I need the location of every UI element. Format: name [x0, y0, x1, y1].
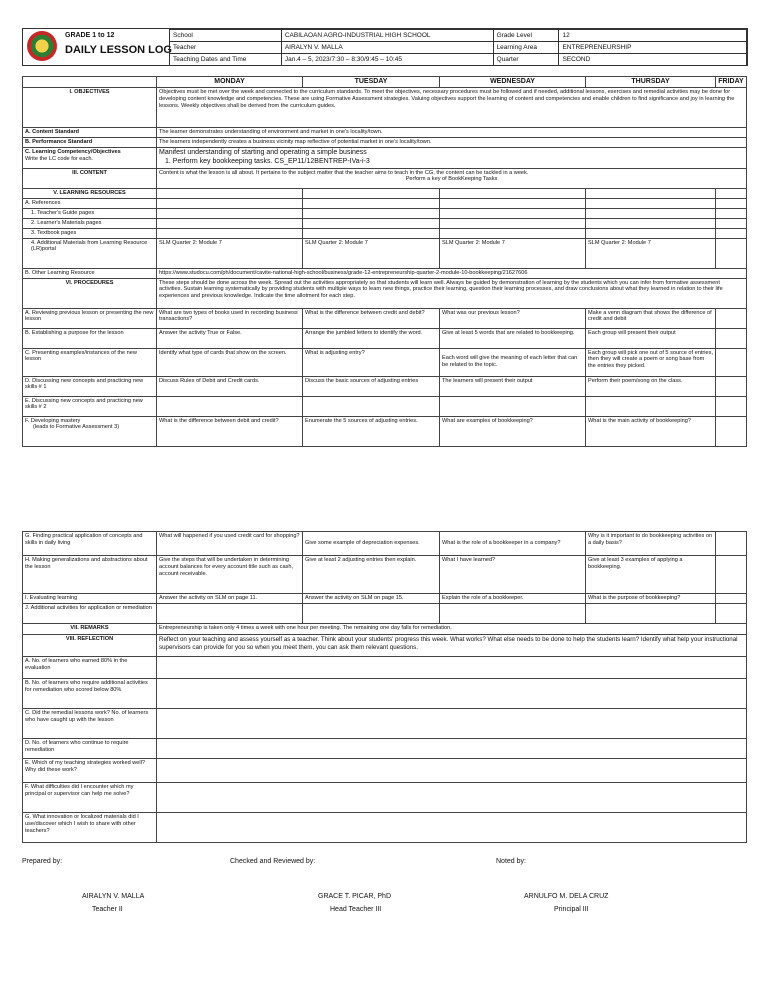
competency-label-1: C. Learning Competency/Objectives: [25, 149, 121, 155]
content-standard-text: The learner demonstrates understanding of environment and market in one's locality/town.: [157, 128, 747, 138]
checked-title: Head Teacher III: [330, 906, 382, 913]
proc-g-tue: Give some example of depreciation expenses.: [303, 532, 440, 556]
proc-g-mon: What will happened if you used credit card for shopping?: [157, 532, 303, 556]
proc-g-wed: What is the role of a bookkeeper in a company?: [440, 532, 586, 556]
proc-d-mon: Discuss Rules of Debit and Credit cards.: [157, 376, 303, 396]
lm-label: 2. Learner's Materials pages: [23, 218, 157, 228]
prepared-name: AIRALYN V. MALLA: [82, 893, 145, 900]
proc-a-mon: What are two types of books used in recording business transactions?: [157, 308, 303, 328]
lesson-table-part2: [22, 531, 747, 843]
performance-standard-text: The learners independently creates a business vicinity map reflective of potential market in one's locality/town.: [157, 138, 747, 148]
proc-c-mon: Identify what type of cards that show on the screen.: [157, 348, 303, 376]
learning-area-value: ENTREPRENEURSHIP: [559, 42, 747, 54]
reflection-text: Reflect on your teaching and assess yourself as a teacher. Think about your students' progress this week. What works? What else needs to be done to help the students learn? Identify what help your instructional supervisors can provide for you so when you meet them, you can ask them relevant questions.: [157, 635, 747, 657]
proc-i-wed: Explain the role of a bookkeeper.: [440, 594, 586, 604]
competency-label: [23, 148, 157, 169]
proc-j-label: J. Additional activities for application or remediation: [23, 604, 157, 624]
noted-title: Principal III: [554, 906, 589, 913]
references-label: A. References: [23, 198, 157, 208]
grade-range: GRADE 1 to 12: [65, 32, 115, 39]
competency-text-2: 1. Perform key bookkeeping tasks. CS_EP11/12BENTREP-IVa-i-3: [165, 157, 370, 165]
lesson-table-part1: [22, 76, 747, 447]
proc-g-thu: Why is it important to do bookkeeping activities on a daily basis?: [586, 532, 716, 556]
reflection-item: A. No. of learners who earned 80% in the evaluation: [23, 657, 157, 679]
proc-f-mon: What is the difference between debit and credit?: [157, 416, 303, 446]
content-standard-label: A. Content Standard: [23, 128, 157, 138]
proc-g-label: G. Finding practical application of concepts and skills in daily living: [23, 532, 157, 556]
proc-i-tue: Answer the activity on SLM on page 15.: [303, 594, 440, 604]
add-materials-mon: SLM Quarter 2: Module 7: [157, 238, 303, 268]
day-header: TUESDAY: [303, 77, 440, 88]
dates-label: Teaching Dates and Time: [170, 54, 282, 66]
doc-title: DAILY LESSON LOG: [65, 44, 172, 56]
add-materials-thu: SLM Quarter 2: Module 7: [586, 238, 716, 268]
tb-label: 3. Textbook pages: [23, 228, 157, 238]
noted-label: Noted by:: [496, 858, 526, 865]
reflection-item: D. No. of learners who continue to require remediation: [23, 739, 157, 759]
proc-d-tue: Discuss the basic sources of adjusting entries: [303, 376, 440, 396]
competency-label-2: Write the LC code for each.: [25, 155, 93, 162]
blank-corner: [23, 77, 157, 88]
proc-i-label: I. Evaluating learning: [23, 594, 157, 604]
proc-f-thu: What is the main activity of bookkeeping?: [586, 416, 716, 446]
proc-b-thu: Each group will present their output: [586, 328, 716, 348]
performance-standard-label: B. Performance Standard: [23, 138, 157, 148]
reflection-item: E. Which of my teaching strategies worked well? Why did these work?: [23, 759, 157, 783]
school-value: CABILAOAN AGRO-INDUSTRIAL HIGH SCHOOL: [281, 30, 493, 42]
quarter-label: Quarter: [493, 54, 559, 66]
add-materials-tue: SLM Quarter 2: Module 7: [303, 238, 440, 268]
remarks-label: VII. REMARKS: [23, 624, 157, 635]
proc-d-thu: Perform their poem/song on the class.: [586, 376, 716, 396]
other-resources-link[interactable]: https://www.studocu.com/ph/document/cavite-national-high-school/business/grade-12-entrepreneurship-quarter-2-module-10-bookkeeping/21627606: [157, 268, 747, 278]
content-cell: [157, 168, 747, 188]
procedures-text: These steps should be done across the week. Spread out the activities appropriately so that students will learn well. Always be guided by demonstration of learning by the students which you can infer from formative assessment activities. Sustain learning systematically by providing students with multiple ways to learn new things, practice their learning, question their learning processes, and draw conclusions about what they learned in relation to their life experiences and previous knowledge. Indicate the time allotment for each step.: [157, 278, 747, 308]
proc-c-tue: What is adjusting entry?: [303, 348, 440, 376]
learning-resources-label: V. LEARNING RESOURCES: [23, 188, 157, 198]
proc-a-thu: Make a venn diagram that shows the difference of credit and debit: [586, 308, 716, 328]
proc-a-label: A. Reviewing previous lesson or presenting the new lesson: [23, 308, 157, 328]
grade-level-label: Grade Level: [493, 30, 559, 42]
reflection-item: F. What difficulties did I encounter which my principal or supervisor can help me solve?: [23, 783, 157, 813]
grade-level-value: 12: [559, 30, 747, 42]
proc-i-mon: Answer the activity on SLM on page 11.: [157, 594, 303, 604]
dates-value: Jan.4 – 5, 2023/7:30 – 8:30/9:45 – 10:45: [281, 54, 493, 66]
objectives-label: I. OBJECTIVES: [23, 88, 157, 128]
other-resources-label: B. Other Learning Resource: [23, 268, 157, 278]
quarter-value: SECOND: [559, 54, 747, 66]
competency-text-1: Manifest understanding of starting and operating a simple business: [159, 149, 367, 156]
proc-a-wed: What was our previous lesson?: [440, 308, 586, 328]
proc-c-wed: Each word will give the meaning of each letter that can be related to the topic.: [440, 348, 586, 376]
proc-d-label: D. Discussing new concepts and practicing new skills # 1: [23, 376, 157, 396]
header-info-table: [169, 29, 747, 66]
school-seal-icon: [27, 31, 57, 61]
proc-f-label: [23, 416, 157, 446]
proc-b-label: B. Establishing a purpose for the lesson: [23, 328, 157, 348]
content-topic: Perform a key of BookKeeping Tasks: [405, 176, 498, 183]
day-header: WEDNESDAY: [440, 77, 586, 88]
procedures-label: VI. PROCEDURES: [23, 278, 157, 308]
day-header: THURSDAY: [586, 77, 716, 88]
proc-h-tue: Give at least 2 adjusting entries then explain.: [303, 556, 440, 594]
proc-h-label: H. Making generalizations and abstractions about the lesson: [23, 556, 157, 594]
school-label: School: [170, 30, 282, 42]
proc-h-thu: Give at least 3 examples of applying a bookkeeping.: [586, 556, 716, 594]
proc-h-mon: Give the steps that will be undertaken in determining account balances for every account title such as cash, account receivable.: [157, 556, 303, 594]
tg-label: 1. Teacher's Guide pages: [23, 208, 157, 218]
noted-name: ARNULFO M. DELA CRUZ: [524, 893, 609, 900]
proc-c-thu: Each group will pick one out of 5 source of entries, then they will create a poem or song base from the entries they picked.: [586, 348, 716, 376]
reflection-item: B. No. of learners who require additional activities for remediation who scored below 80%: [23, 679, 157, 709]
content-label: III. CONTENT: [23, 168, 157, 188]
competency-text: [157, 148, 747, 169]
header-block: [22, 28, 748, 66]
day-header: MONDAY: [157, 77, 303, 88]
proc-f-wed: What are examples of bookkeeping?: [440, 416, 586, 446]
proc-i-thu: What is the purpose of bookkeeping?: [586, 594, 716, 604]
add-materials-label: 4. Additional Materials from Learning Resource (LR)portal: [23, 238, 157, 268]
proc-f-label-1: F. Developing mastery: [25, 417, 81, 424]
teacher-value: AIRALYN V. MALLA: [281, 42, 493, 54]
proc-b-mon: Answer the activity True or False.: [157, 328, 303, 348]
remarks-text: Entrepreneurship is taken only 4 times a week with one hour per meeting. The remaining one day falls for remediation.: [157, 624, 747, 635]
proc-b-tue: Arrange the jumbled letters to identify the word.: [303, 328, 440, 348]
prepared-title: Teacher II: [92, 906, 123, 913]
teacher-label: Teacher: [170, 42, 282, 54]
reflection-item: C. Did the remedial lessons work? No. of learners who have caught up with the lesson: [23, 709, 157, 739]
learning-area-label: Learning Area: [493, 42, 559, 54]
objectives-text: Objectives must be met over the week and connected to the curriculum standards. To meet the objectives, necessary procedures must be followed and if needed, additional lessons, exercises and remedial activities may be done for developing content knowledge and competencies. These are using Formative Assessment strategies. Valuing objectives support the learning of content and competencies and enable children to find significance and joy in learning the lessons. Weekly objectives shall be derived from the curriculum guides.: [157, 88, 747, 128]
day-header: FRIDAY: [716, 77, 747, 88]
checked-name: GRACE T. PICAR, PhD: [318, 893, 392, 900]
proc-e-label: E. Discussing new concepts and practicing new skills # 2: [23, 396, 157, 416]
reflection-label: VIII. REFLECTION: [23, 635, 157, 657]
proc-f-tue: Enumerate the 5 sources of adjusting entries.: [303, 416, 440, 446]
content-text: Content is what the lesson is all about. It pertains to the subject matter that the teacher aims to teach in the CG, the content can be tackled in a week.: [159, 169, 529, 176]
proc-b-wed: Give at least 5 words that are related to bookkeeping.: [440, 328, 586, 348]
proc-h-wed: What I have learned?: [440, 556, 586, 594]
proc-d-wed: The learners will present their output: [440, 376, 586, 396]
proc-a-tue: What is the difference between credit and debit?: [303, 308, 440, 328]
proc-f-label-2: (leads to Formative Assessment 3): [33, 424, 120, 431]
add-materials-wed: SLM Quarter 2: Module 7: [440, 238, 586, 268]
prepared-label: Prepared by:: [22, 858, 63, 865]
checked-label: Checked and Reviewed by:: [230, 858, 316, 865]
reflection-item: G. What innovation or localized materials did I use/discover which I wish to share with other teachers?: [23, 813, 157, 843]
proc-c-label: C. Presenting examples/instances of the new lesson: [23, 348, 157, 376]
